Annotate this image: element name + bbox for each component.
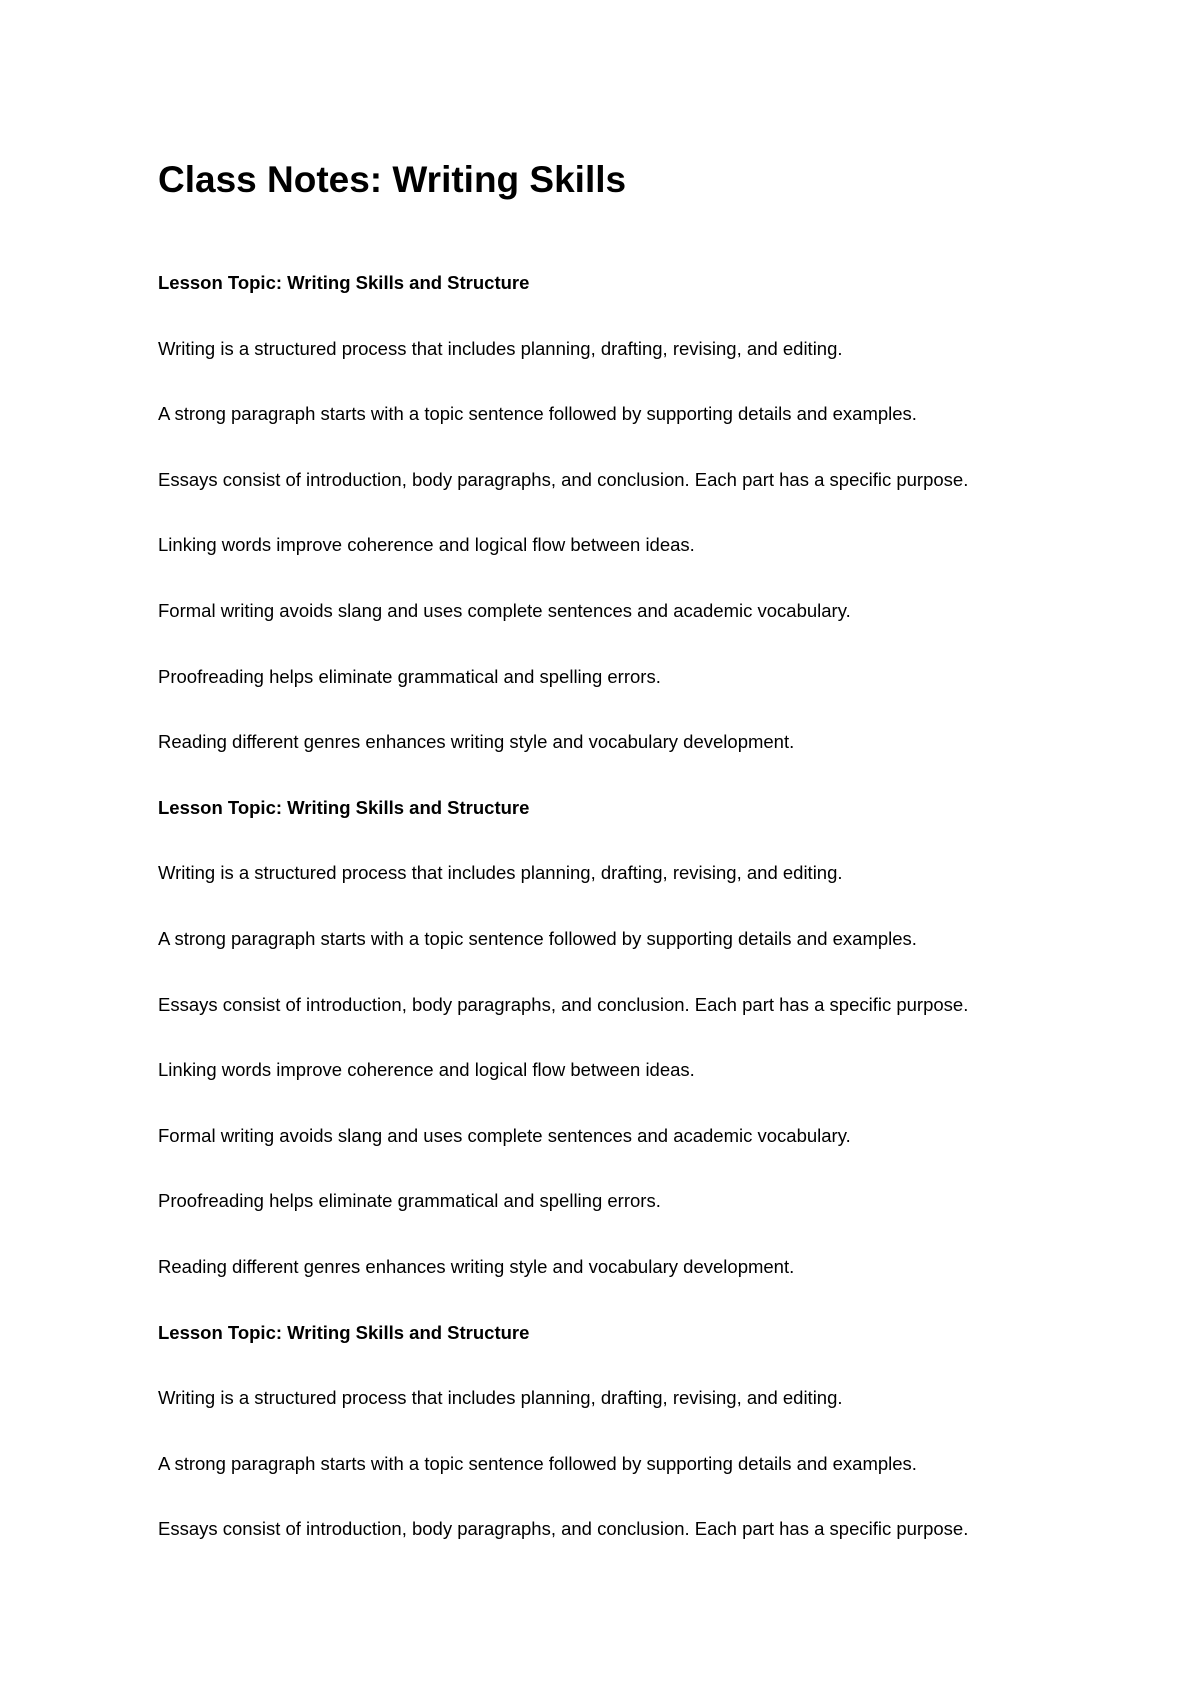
note-line: Writing is a structured process that includes planning, drafting, revising, and editing. [158,862,843,884]
note-line: Reading different genres enhances writing style and vocabulary development. [158,1255,795,1277]
note-line: Reading different genres enhances writing style and vocabulary development. [158,731,795,753]
page-title: Class Notes: Writing Skills [158,159,627,200]
section-heading: Lesson Topic: Writing Skills and Structure [158,272,530,293]
section-heading: Lesson Topic: Writing Skills and Structure [158,1321,530,1343]
note-line: Proofreading helps eliminate grammatical and spelling errors. [158,1190,661,1212]
note-line: A strong paragraph starts with a topic sentence followed by supporting details and examples. [158,1452,917,1474]
note-line: Writing is a structured process that includes planning, drafting, revising, and editing. [158,1387,843,1409]
section-heading: Lesson Topic: Writing Skills and Structure [158,796,530,818]
note-line: Linking words improve coherence and logical flow between ideas. [158,1059,695,1081]
note-line: Essays consist of introduction, body paragraphs, and conclusion. Each part has a specific purpose. [158,468,969,490]
note-line: Formal writing avoids slang and uses complete sentences and academic vocabulary. [158,599,851,621]
note-line: Essays consist of introduction, body paragraphs, and conclusion. Each part has a specific purpose. [158,1518,969,1540]
note-line: Formal writing avoids slang and uses complete sentences and academic vocabulary. [158,1124,851,1146]
notes-body [158,265,1118,1577]
note-line: Proofreading helps eliminate grammatical and spelling errors. [158,665,661,687]
note-line: Essays consist of introduction, body paragraphs, and conclusion. Each part has a specific purpose. [158,993,969,1015]
note-line: Linking words improve coherence and logical flow between ideas. [158,534,695,556]
note-line: A strong paragraph starts with a topic sentence followed by supporting details and examples. [158,403,917,425]
note-line: Writing is a structured process that includes planning, drafting, revising, and editing. [158,337,843,359]
note-line: A strong paragraph starts with a topic sentence followed by supporting details and examples. [158,927,917,949]
